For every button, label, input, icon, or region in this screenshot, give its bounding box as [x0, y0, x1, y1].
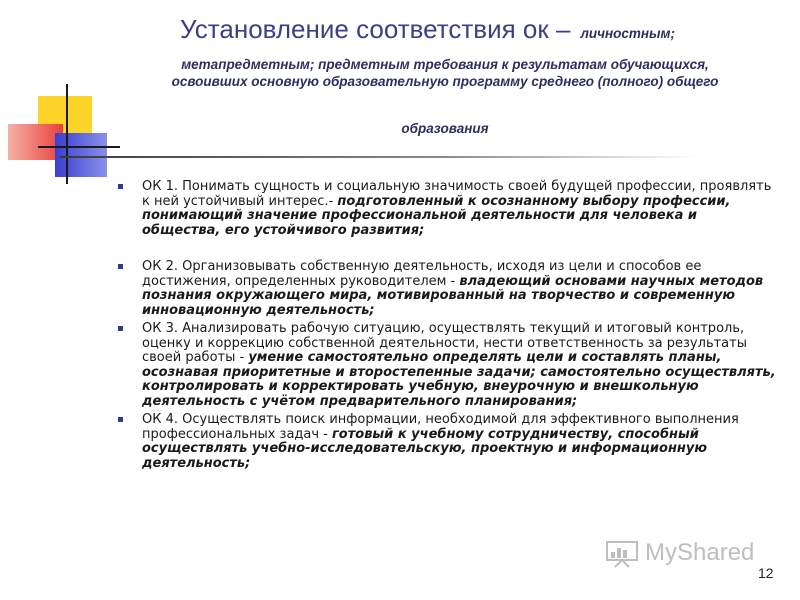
subtitle-line-2: освоивших основную образовательную программу среднего (полного) общего — [171, 74, 719, 89]
item-emphasis: умение самостоятельно определять цели и составлять планы, осознавая приоритетные и второстепенные задачи; самостоятельно осуществлять, контролировать и корректировать учебную, внеурочную и внешкольную деятельность с учётом предварительного планирования; — [142, 350, 776, 409]
bullet-icon — [118, 264, 123, 269]
item-text: ОК 3. Анализировать рабочую ситуацию, осуществлять текущий и итоговый контроль, оценку и коррекцию собственной деятельности, нести ответственность за результаты своей работы - — [142, 321, 747, 365]
title-main-text: Установление соответствия ок – — [180, 14, 571, 44]
list-item — [118, 322, 778, 409]
subtitle — [100, 56, 790, 90]
blue-block — [55, 133, 107, 177]
watermark-text: MyShared — [645, 539, 755, 566]
item-emphasis: подготовленный к осознанному выбору профессии, понимающий значение профессиональной деятельности для человека и общества, его устойчивого развития; — [142, 193, 731, 238]
list-item — [118, 413, 778, 471]
corner-decoration — [0, 0, 120, 190]
horizontal-line — [38, 146, 120, 148]
title-inline-text: личностным; — [580, 26, 676, 41]
competency-list — [118, 180, 778, 471]
presentation-icon — [605, 538, 639, 568]
bullet-icon — [118, 417, 123, 422]
list-item — [118, 180, 778, 238]
item-text: ОК 2. Организовывать собственную деятельность, исходя из цели и способов ее достижения, определенных руководителем - — [142, 259, 702, 289]
vertical-line — [66, 84, 68, 184]
list-item — [118, 260, 778, 318]
subtitle-last-line: образования — [401, 121, 489, 136]
page-number: 12 — [758, 565, 774, 581]
subtitle-line-1: метапредметным; предметным требования к результатам обучающихся, — [181, 57, 709, 72]
watermark-logo — [605, 538, 754, 568]
bullet-icon — [118, 326, 123, 331]
red-block — [8, 124, 63, 160]
item-text: ОК 4. Осуществлять поиск информации, необходимой для эффективного выполнения профессиональных задач - — [142, 412, 739, 442]
page-title — [180, 14, 675, 45]
item-text: ОК 1. Понимать сущность и социальную значимость своей будущей профессии, проявлять к ней устойчивый интерес.- — [142, 179, 772, 209]
item-emphasis: владеющий основами научных методов познания окружающего мира, мотивированный на творчество и современную инновационную деятельность; — [142, 273, 764, 318]
divider — [60, 156, 700, 158]
item-emphasis: готовый к учебному сотрудничеству, способный осуществлять учебно-исследовательскую, проектную и информационную деятельность; — [142, 426, 708, 471]
bullet-icon — [118, 184, 123, 189]
